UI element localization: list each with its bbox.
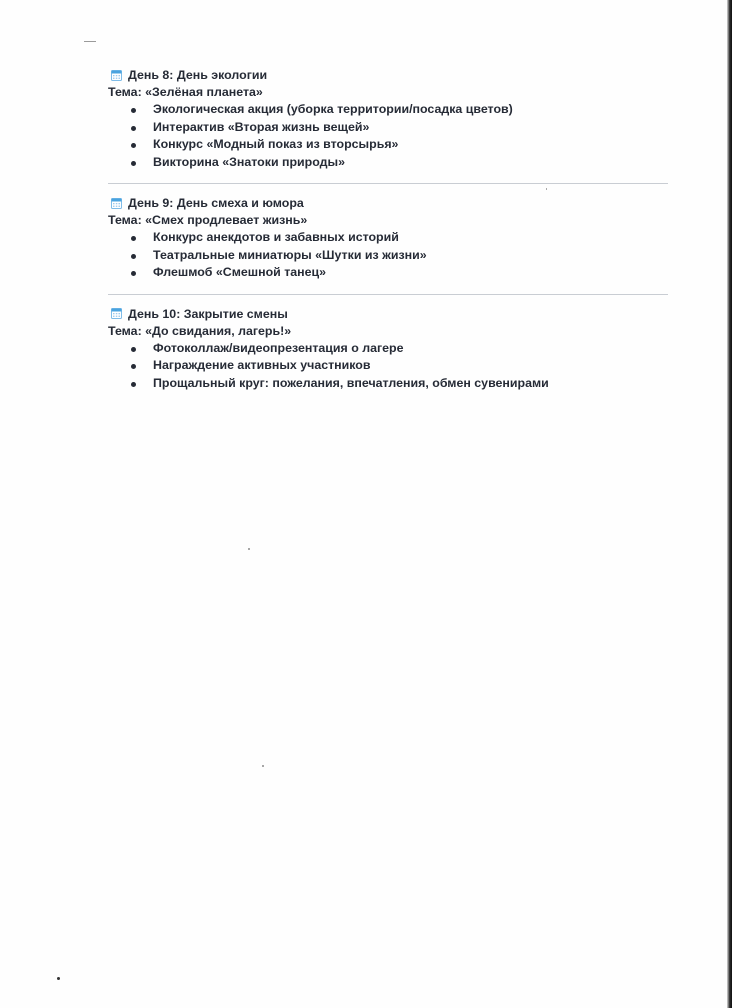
list-item <box>108 154 668 172</box>
activity-text: Награждение активных участников <box>153 358 371 372</box>
calendar-icon <box>111 308 122 319</box>
day-block-9 <box>108 194 668 282</box>
bullet <box>131 271 136 276</box>
bullet <box>131 347 136 352</box>
activity-list <box>108 229 668 282</box>
scan-speck <box>546 188 547 190</box>
schedule-content <box>108 66 668 392</box>
section-divider <box>108 183 668 184</box>
bullet <box>131 236 136 241</box>
activity-text: Фотоколлаж/видеопрезентация о лагере <box>153 340 404 355</box>
list-item <box>108 247 668 265</box>
bullet <box>131 161 136 166</box>
scan-speck <box>262 765 264 767</box>
list-item <box>108 375 668 393</box>
calendar-icon <box>111 70 122 81</box>
bullet <box>131 126 136 131</box>
calendar-icon <box>111 198 122 209</box>
day-block-10 <box>108 305 668 393</box>
section-divider <box>108 294 668 295</box>
list-item <box>108 229 668 247</box>
activity-text: Викторина «Знатоки природы» <box>153 154 345 169</box>
bullet <box>131 382 136 387</box>
scan-speck <box>248 548 250 550</box>
day-block-8 <box>108 66 668 171</box>
activity-text: Конкурс анекдотов и забавных историй <box>153 230 399 244</box>
list-item <box>108 101 668 119</box>
scan-edge <box>727 0 732 1008</box>
bullet <box>131 108 136 113</box>
bullet <box>131 143 136 148</box>
activity-text: Флешмоб «Смешной танец» <box>153 265 327 279</box>
day-title: День 9: День смеха и юмора <box>128 196 304 210</box>
bullet <box>131 254 136 259</box>
activity-text: Экологическая акция (уборка территории/посадка цветов) <box>153 102 513 116</box>
day-heading <box>108 66 668 84</box>
activity-text: Интерактив «Вторая жизнь вещей» <box>153 119 370 134</box>
list-item <box>108 357 668 375</box>
day-theme: Тема: «Зелёная планета» <box>108 85 263 99</box>
activity-text: Театральные миниатюры «Шутки из жизни» <box>153 247 427 262</box>
bullet <box>131 364 136 369</box>
list-item <box>108 264 668 282</box>
day-title: День 10: Закрытие смены <box>128 306 288 321</box>
list-item <box>108 136 668 154</box>
day-theme: Тема: «Смех продлевает жизнь» <box>108 213 308 227</box>
day-theme: Тема: «До свидания, лагерь!» <box>108 323 292 338</box>
list-item <box>108 119 668 137</box>
scan-mark <box>84 41 96 42</box>
activity-text: Конкурс «Модный показ из вторсырья» <box>153 137 399 151</box>
day-heading <box>108 305 668 323</box>
scan-speck <box>57 977 60 980</box>
day-heading <box>108 194 668 212</box>
activity-text: Прощальный круг: пожелания, впечатления, обмен сувенирами <box>153 375 549 390</box>
activity-list <box>108 101 668 171</box>
list-item <box>108 340 668 358</box>
day-title: День 8: День экологии <box>128 68 268 82</box>
activity-list <box>108 340 668 393</box>
